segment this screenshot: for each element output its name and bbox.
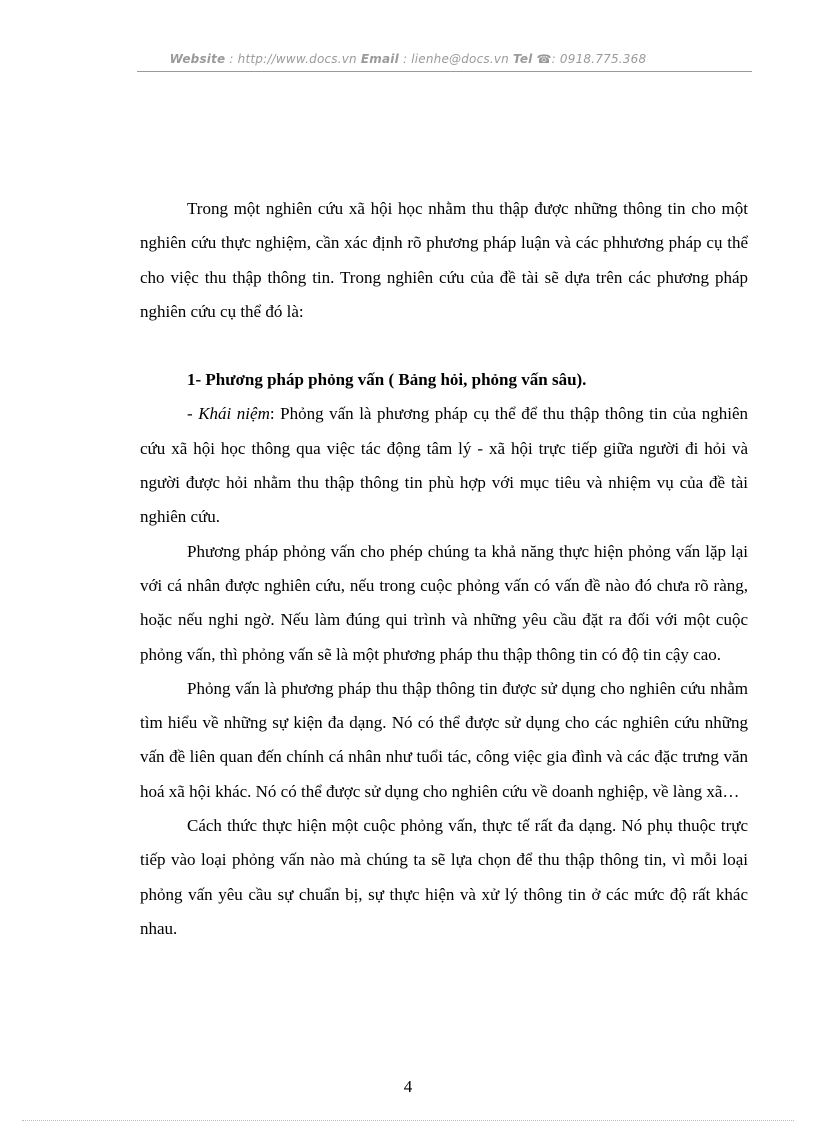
- document-body: [140, 192, 748, 946]
- website-label: Website: [169, 52, 226, 66]
- page-header: [0, 52, 816, 66]
- definition-prefix: -: [187, 404, 199, 424]
- definition-paragraph: [140, 397, 748, 534]
- header-divider: [137, 71, 752, 72]
- website-value: : http://www.docs.vn: [229, 52, 357, 66]
- phone-icon: ☎: [536, 52, 552, 66]
- section-heading: 1- Phương pháp phỏng vấn ( Bảng hỏi, phỏng vấn sâu).: [187, 370, 587, 390]
- page-number: 4: [403, 1077, 413, 1096]
- intro-paragraph: Trong một nghiên cứu xã hội học nhằm thu thập được những thông tin cho một nghiên cứu thực nghiệm, cần xác định rõ phương pháp luận và các phhương pháp cụ thể cho việc thu thập thông tin. Trong nghiên cứu của đề tài sẽ dựa trên các phương pháp nghiên cứu cụ thể đó là:: [140, 199, 748, 321]
- tel-value: : 0918.775.368: [551, 52, 647, 66]
- paragraph-repeat-interview: Phương pháp phỏng vấn cho phép chúng ta khả năng thực hiện phỏng vấn lặp lại với cá nhân được nghiên cứu, nếu trong cuộc phỏng vấn có vấn đề nào đó chưa rõ ràng, hoặc nếu nghi ngờ. Nếu làm đúng qui trình và những yêu cầu đặt ra đối với một cuộc phỏng vấn, thì phỏng vấn sẽ là một phương pháp thu thập thông tin có độ tin cậy cao.: [140, 541, 748, 664]
- page-bottom-border: [22, 1120, 794, 1121]
- email-label: Email: [360, 52, 399, 66]
- paragraph-interview-methods: Cách thức thực hiện một cuộc phỏng vấn, thực tế rất đa dạng. Nó phụ thuộc trực tiếp vào loại phỏng vấn nào mà chúng ta sẽ lựa chọn để thu thập thông tin, vì mỗi loại phỏng vấn yêu cầu sự chuẩn bị, sự thực hiện và xử lý thông tin ở các mức độ rất khác nhau.: [140, 816, 748, 938]
- paragraph-interview-uses: Phỏng vấn là phương pháp thu thập thông tin được sử dụng cho nghiên cứu nhằm tìm hiểu về những sự kiện đa dạng. Nó có thể được sử dụng cho các nghiên cứu những vấn đề liên quan đến chính cá nhân như tuổi tác, công việc gia đình và các đặc trưng văn hoá xã hội khác. Nó có thể được sử dụng cho nghiên cứu về doanh nghiệp, về làng xã…: [140, 678, 748, 801]
- definition-text: : Phỏng vấn là phương pháp cụ thể để thu thập thông tin của nghiên cứu xã hội học thông qua việc tác động tâm lý - xã hội trực tiếp giữa người đi hỏi và người được hỏi nhằm thu thập thông tin phù hợp với mục tiêu và nhiệm vụ của đề tài nghiên cứu.: [140, 404, 748, 527]
- tel-label: Tel: [513, 52, 533, 66]
- definition-label: Khái niệm: [198, 404, 270, 424]
- email-value: : lienhe@docs.vn: [402, 52, 509, 66]
